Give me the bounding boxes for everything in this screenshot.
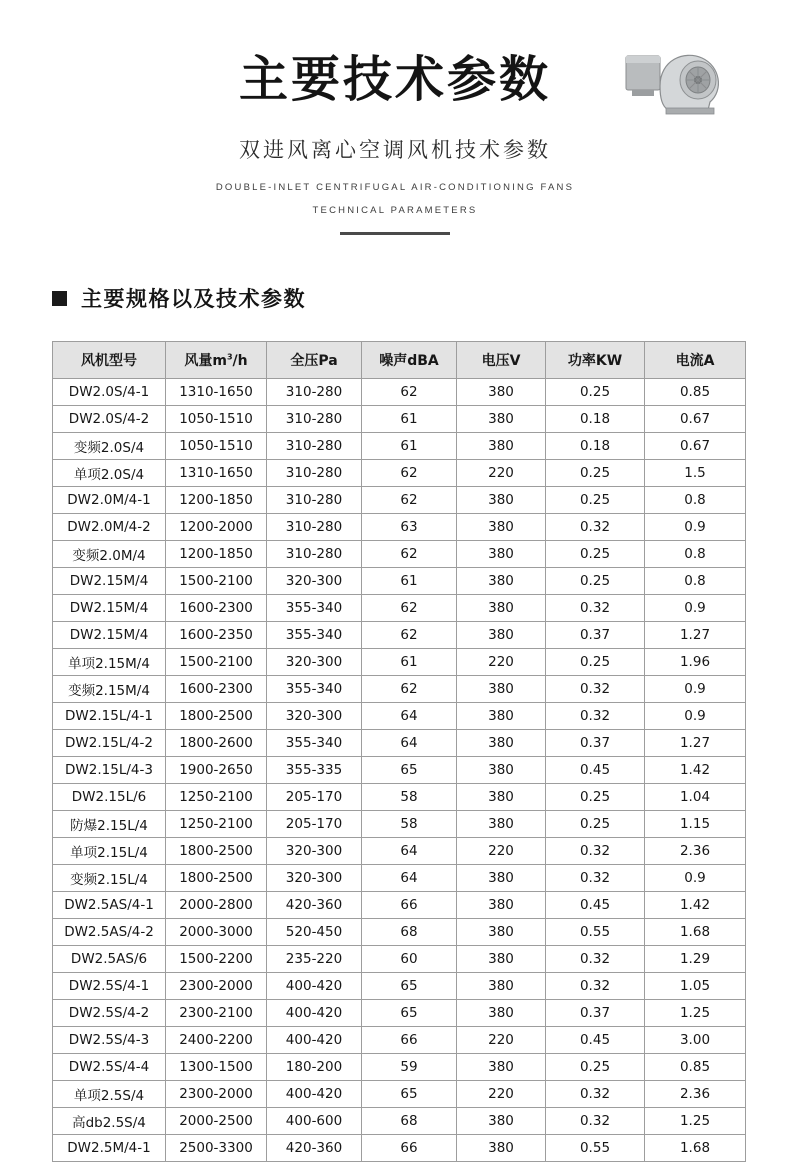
cell-noise: 68: [362, 1108, 457, 1135]
table-row: [53, 811, 746, 838]
cell-voltage: 380: [457, 433, 546, 460]
cell-current: 0.9: [645, 865, 746, 892]
cell-current: 0.85: [645, 379, 746, 406]
cell-power: 0.32: [546, 1108, 645, 1135]
cell-voltage: 380: [457, 1108, 546, 1135]
cell-power: 0.45: [546, 892, 645, 919]
cell-voltage: 380: [457, 568, 546, 595]
cell-power: 0.25: [546, 811, 645, 838]
cell-pressure: 320-300: [267, 865, 362, 892]
cell-voltage: 380: [457, 1054, 546, 1081]
column-header-model: 风机型号: [53, 342, 166, 379]
cell-model: DW2.5S/4-3: [53, 1027, 166, 1054]
cell-current: 1.25: [645, 1108, 746, 1135]
cell-model: DW2.0S/4-2: [53, 406, 166, 433]
cell-power: 0.55: [546, 1135, 645, 1162]
table-row: [53, 784, 746, 811]
cell-noise: 68: [362, 919, 457, 946]
cell-model: DW2.5S/4-2: [53, 1000, 166, 1027]
cell-model: DW2.15M/4: [53, 595, 166, 622]
cell-airflow: 2500-3300: [166, 1135, 267, 1162]
cell-power: 0.25: [546, 784, 645, 811]
cell-noise: 65: [362, 757, 457, 784]
cell-noise: 62: [362, 622, 457, 649]
cell-noise: 64: [362, 838, 457, 865]
cell-current: 2.36: [645, 838, 746, 865]
column-header-airflow-unit-sup: 3: [226, 352, 233, 362]
cell-current: 1.96: [645, 649, 746, 676]
table-row: [53, 1027, 746, 1054]
cell-pressure: 310-280: [267, 541, 362, 568]
cell-model: DW2.0M/4-2: [53, 514, 166, 541]
cell-airflow: 1600-2300: [166, 676, 267, 703]
cell-airflow: 1500-2100: [166, 649, 267, 676]
cell-power: 0.25: [546, 541, 645, 568]
cell-voltage: 380: [457, 514, 546, 541]
cell-airflow: 1310-1650: [166, 379, 267, 406]
cell-noise: 61: [362, 568, 457, 595]
cell-airflow: 1200-2000: [166, 514, 267, 541]
cell-noise: 65: [362, 1081, 457, 1108]
cell-current: 1.42: [645, 892, 746, 919]
cell-model: DW2.15L/4-1: [53, 703, 166, 730]
cell-voltage: 380: [457, 1000, 546, 1027]
cell-pressure: 355-340: [267, 676, 362, 703]
cell-current: 0.9: [645, 703, 746, 730]
table-row: [53, 757, 746, 784]
cell-model: 高db2.5S/4: [53, 1108, 166, 1135]
cell-model: 变频2.0M/4: [53, 541, 166, 568]
cell-noise: 64: [362, 730, 457, 757]
cell-current: 0.8: [645, 568, 746, 595]
cell-pressure: 320-300: [267, 703, 362, 730]
table-row: [53, 595, 746, 622]
cell-airflow: 1500-2100: [166, 568, 267, 595]
table-header-row: [53, 342, 746, 379]
table-row: [53, 973, 746, 1000]
header-divider: [340, 232, 450, 235]
table-row: [53, 541, 746, 568]
cell-power: 0.37: [546, 1000, 645, 1027]
table-row: [53, 838, 746, 865]
cell-airflow: 1800-2500: [166, 838, 267, 865]
cell-voltage: 380: [457, 595, 546, 622]
cell-pressure: 320-300: [267, 838, 362, 865]
cell-power: 0.25: [546, 568, 645, 595]
cell-current: 0.9: [645, 514, 746, 541]
cell-power: 0.37: [546, 622, 645, 649]
cell-power: 0.32: [546, 1081, 645, 1108]
cell-power: 0.25: [546, 487, 645, 514]
cell-power: 0.32: [546, 946, 645, 973]
cell-current: 0.67: [645, 433, 746, 460]
table-row: [53, 487, 746, 514]
cell-airflow: 2000-3000: [166, 919, 267, 946]
cell-current: 1.15: [645, 811, 746, 838]
cell-pressure: 310-280: [267, 514, 362, 541]
cell-voltage: 380: [457, 1135, 546, 1162]
table-row: [53, 919, 746, 946]
table-row: [53, 406, 746, 433]
cell-noise: 66: [362, 1135, 457, 1162]
cell-airflow: 1900-2650: [166, 757, 267, 784]
cell-current: 0.8: [645, 487, 746, 514]
cell-power: 0.32: [546, 865, 645, 892]
table-row: [53, 892, 746, 919]
table-row: [53, 676, 746, 703]
cell-voltage: 380: [457, 406, 546, 433]
cell-model: DW2.0S/4-1: [53, 379, 166, 406]
column-header-noise: 噪声dBA: [362, 342, 457, 379]
cell-model: 单项2.15L/4: [53, 838, 166, 865]
cell-power: 0.45: [546, 757, 645, 784]
cell-model: DW2.5AS/4-2: [53, 919, 166, 946]
cell-pressure: 180-200: [267, 1054, 362, 1081]
cell-voltage: 220: [457, 649, 546, 676]
column-header-airflow-tail: /h: [232, 353, 248, 370]
specifications-table: [52, 341, 746, 1162]
cell-voltage: 380: [457, 379, 546, 406]
cell-airflow: 1600-2300: [166, 595, 267, 622]
cell-current: 1.29: [645, 946, 746, 973]
column-header-airflow: [166, 342, 267, 379]
cell-airflow: 1050-1510: [166, 433, 267, 460]
cell-pressure: 310-280: [267, 379, 362, 406]
cell-current: 0.67: [645, 406, 746, 433]
cell-model: 变频2.15M/4: [53, 676, 166, 703]
table-header: [53, 342, 746, 379]
table-body: [53, 379, 746, 1162]
cell-voltage: 380: [457, 811, 546, 838]
table-row: [53, 460, 746, 487]
cell-voltage: 380: [457, 892, 546, 919]
table-row: [53, 730, 746, 757]
cell-airflow: 1800-2500: [166, 703, 267, 730]
cell-power: 0.32: [546, 973, 645, 1000]
cell-power: 0.18: [546, 433, 645, 460]
cell-airflow: 1300-1500: [166, 1054, 267, 1081]
cell-noise: 58: [362, 811, 457, 838]
cell-power: 0.55: [546, 919, 645, 946]
cell-current: 2.36: [645, 1081, 746, 1108]
cell-airflow: 2400-2200: [166, 1027, 267, 1054]
cell-pressure: 420-360: [267, 892, 362, 919]
table-row: [53, 1000, 746, 1027]
cell-voltage: 220: [457, 1081, 546, 1108]
cell-noise: 64: [362, 865, 457, 892]
cell-power: 0.32: [546, 595, 645, 622]
cell-pressure: 310-280: [267, 460, 362, 487]
table-row: [53, 568, 746, 595]
cell-model: 变频2.15L/4: [53, 865, 166, 892]
cell-current: 1.05: [645, 973, 746, 1000]
subtitle-english-primary: DOUBLE-INLET CENTRIFUGAL AIR-CONDITIONING FANS: [215, 182, 575, 194]
table-row: [53, 379, 746, 406]
table-row: [53, 514, 746, 541]
cell-pressure: 520-450: [267, 919, 362, 946]
cell-noise: 62: [362, 379, 457, 406]
cell-current: 1.68: [645, 919, 746, 946]
cell-pressure: 400-420: [267, 1000, 362, 1027]
cell-airflow: 2000-2500: [166, 1108, 267, 1135]
cell-airflow: 2000-2800: [166, 892, 267, 919]
cell-pressure: 355-340: [267, 622, 362, 649]
cell-power: 0.37: [546, 730, 645, 757]
cell-pressure: 400-420: [267, 1027, 362, 1054]
cell-airflow: 1500-2200: [166, 946, 267, 973]
cell-noise: 62: [362, 487, 457, 514]
cell-current: 1.5: [645, 460, 746, 487]
column-header-airflow-label: 风量m: [184, 353, 227, 370]
cell-power: 0.25: [546, 1054, 645, 1081]
cell-power: 0.18: [546, 406, 645, 433]
cell-power: 0.25: [546, 649, 645, 676]
cell-pressure: 205-170: [267, 811, 362, 838]
cell-model: DW2.5M/4-1: [53, 1135, 166, 1162]
cell-airflow: 2300-2100: [166, 1000, 267, 1027]
column-header-power: 功率KW: [546, 342, 645, 379]
centrifugal-fan-photo: [622, 42, 730, 128]
cell-model: DW2.5S/4-1: [53, 973, 166, 1000]
cell-voltage: 380: [457, 946, 546, 973]
table-row: [53, 703, 746, 730]
section-heading: [52, 283, 790, 313]
cell-pressure: 310-280: [267, 433, 362, 460]
page-title: 主要技术参数: [238, 51, 551, 108]
cell-voltage: 380: [457, 784, 546, 811]
cell-power: 0.25: [546, 460, 645, 487]
table-row: [53, 1135, 746, 1162]
cell-pressure: 310-280: [267, 487, 362, 514]
cell-noise: 66: [362, 1027, 457, 1054]
cell-noise: 62: [362, 460, 457, 487]
cell-noise: 62: [362, 676, 457, 703]
cell-current: 1.68: [645, 1135, 746, 1162]
cell-pressure: 400-420: [267, 1081, 362, 1108]
cell-pressure: 235-220: [267, 946, 362, 973]
cell-airflow: 1800-2500: [166, 865, 267, 892]
cell-noise: 61: [362, 649, 457, 676]
cell-noise: 62: [362, 541, 457, 568]
cell-noise: 65: [362, 973, 457, 1000]
cell-current: 0.85: [645, 1054, 746, 1081]
cell-airflow: 1200-1850: [166, 487, 267, 514]
subtitle-english-secondary: TECHNICAL PARAMETERS: [312, 205, 478, 217]
section-title: 主要规格以及技术参数: [81, 287, 306, 312]
subtitle-chinese: 双进风离心空调风机技术参数: [239, 138, 551, 163]
cell-pressure: 205-170: [267, 784, 362, 811]
cell-power: 0.25: [546, 379, 645, 406]
cell-current: 1.27: [645, 622, 746, 649]
column-header-pressure: 全压Pa: [267, 342, 362, 379]
table-row: [53, 622, 746, 649]
cell-pressure: 400-600: [267, 1108, 362, 1135]
cell-model: DW2.0M/4-1: [53, 487, 166, 514]
cell-model: 单项2.5S/4: [53, 1081, 166, 1108]
cell-noise: 63: [362, 514, 457, 541]
cell-current: 0.9: [645, 595, 746, 622]
cell-pressure: 320-300: [267, 568, 362, 595]
cell-noise: 59: [362, 1054, 457, 1081]
table-row: [53, 649, 746, 676]
cell-noise: 58: [362, 784, 457, 811]
cell-current: 1.27: [645, 730, 746, 757]
cell-voltage: 380: [457, 973, 546, 1000]
cell-current: 1.42: [645, 757, 746, 784]
cell-power: 0.32: [546, 838, 645, 865]
cell-voltage: 380: [457, 622, 546, 649]
cell-power: 0.45: [546, 1027, 645, 1054]
cell-airflow: 1600-2350: [166, 622, 267, 649]
cell-pressure: 355-340: [267, 730, 362, 757]
column-header-voltage: 电压V: [457, 342, 546, 379]
table-row: [53, 1108, 746, 1135]
cell-noise: 66: [362, 892, 457, 919]
cell-noise: 61: [362, 406, 457, 433]
cell-airflow: 1250-2100: [166, 811, 267, 838]
cell-voltage: 220: [457, 838, 546, 865]
cell-pressure: 310-280: [267, 406, 362, 433]
cell-pressure: 420-360: [267, 1135, 362, 1162]
cell-pressure: 320-300: [267, 649, 362, 676]
cell-voltage: 380: [457, 919, 546, 946]
bullet-square-icon: [52, 291, 67, 306]
cell-model: 单项2.0S/4: [53, 460, 166, 487]
cell-airflow: 1200-1850: [166, 541, 267, 568]
cell-noise: 65: [362, 1000, 457, 1027]
cell-model: DW2.5AS/4-1: [53, 892, 166, 919]
column-header-current: 电流A: [645, 342, 746, 379]
cell-voltage: 380: [457, 865, 546, 892]
cell-noise: 64: [362, 703, 457, 730]
spec-table-wrapper: [52, 341, 738, 1162]
cell-model: 变频2.0S/4: [53, 433, 166, 460]
cell-model: 防爆2.15L/4: [53, 811, 166, 838]
cell-airflow: 2300-2000: [166, 1081, 267, 1108]
cell-model: DW2.15M/4: [53, 622, 166, 649]
cell-voltage: 220: [457, 460, 546, 487]
cell-noise: 62: [362, 595, 457, 622]
cell-power: 0.32: [546, 703, 645, 730]
page-header: [0, 0, 790, 235]
cell-model: DW2.15M/4: [53, 568, 166, 595]
cell-model: DW2.5S/4-4: [53, 1054, 166, 1081]
cell-pressure: 400-420: [267, 973, 362, 1000]
cell-voltage: 380: [457, 487, 546, 514]
cell-pressure: 355-340: [267, 595, 362, 622]
cell-model: DW2.5AS/6: [53, 946, 166, 973]
table-row: [53, 946, 746, 973]
cell-power: 0.32: [546, 676, 645, 703]
cell-noise: 61: [362, 433, 457, 460]
cell-airflow: 2300-2000: [166, 973, 267, 1000]
cell-model: DW2.15L/4-3: [53, 757, 166, 784]
cell-current: 0.9: [645, 676, 746, 703]
cell-model: DW2.15L/6: [53, 784, 166, 811]
cell-pressure: 355-335: [267, 757, 362, 784]
cell-airflow: 1250-2100: [166, 784, 267, 811]
cell-current: 1.25: [645, 1000, 746, 1027]
table-row: [53, 1081, 746, 1108]
cell-current: 0.8: [645, 541, 746, 568]
cell-model: 单项2.15M/4: [53, 649, 166, 676]
cell-voltage: 380: [457, 541, 546, 568]
cell-voltage: 380: [457, 730, 546, 757]
cell-airflow: 1800-2600: [166, 730, 267, 757]
table-row: [53, 433, 746, 460]
cell-current: 3.00: [645, 1027, 746, 1054]
cell-voltage: 220: [457, 1027, 546, 1054]
cell-voltage: 380: [457, 757, 546, 784]
cell-airflow: 1050-1510: [166, 406, 267, 433]
table-row: [53, 1054, 746, 1081]
cell-voltage: 380: [457, 703, 546, 730]
table-row: [53, 865, 746, 892]
cell-noise: 60: [362, 946, 457, 973]
cell-model: DW2.15L/4-2: [53, 730, 166, 757]
cell-voltage: 380: [457, 676, 546, 703]
cell-airflow: 1310-1650: [166, 460, 267, 487]
cell-power: 0.32: [546, 514, 645, 541]
cell-current: 1.04: [645, 784, 746, 811]
